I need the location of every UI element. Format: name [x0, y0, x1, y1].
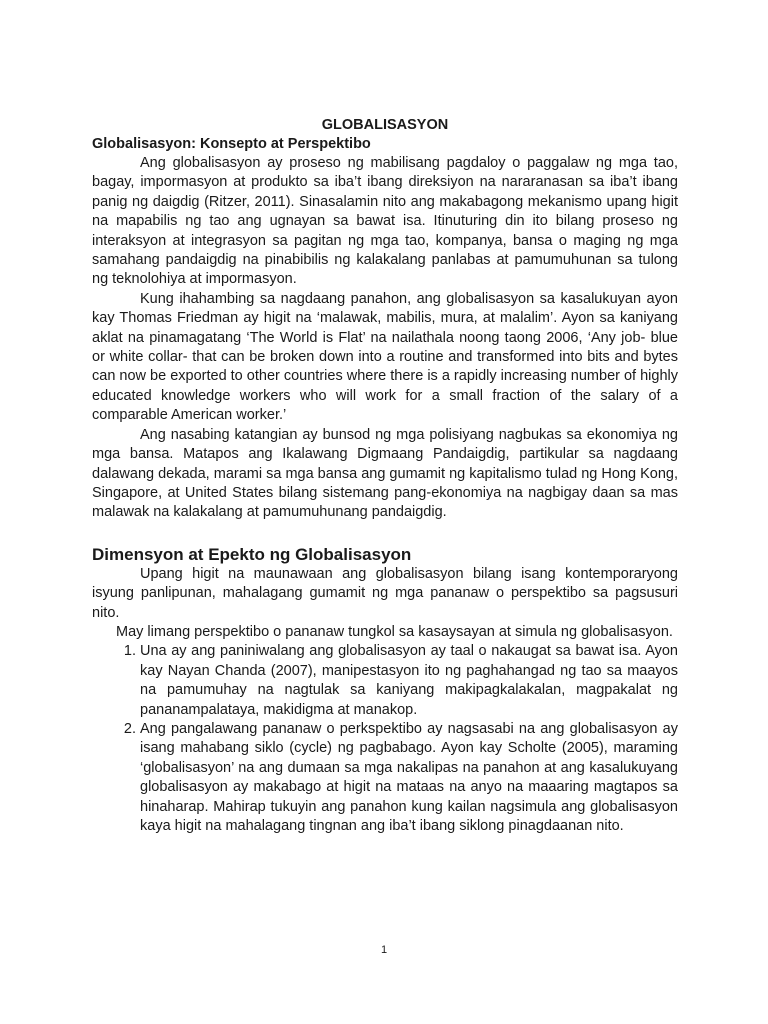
document-subtitle: Globalisasyon: Konsepto at Perspektibo	[92, 136, 371, 152]
list-item: 2. Ang pangalawang pananaw o perkspektibo ay nagsasabi na ang globalisasyon ay isang mahabang siklo (cycle) ng pagbabago. Ayon kay Scholte (2005), maraming ‘globalisasyon’ na ang dumaan sa mga nakalipas na panahon at ang kasalukuyang globalisasyon ay makabago at higit na mataas na anyo na maaaring magtapos sa hinaharap. Mahirap tukuyin ang panahon kung kailan nagsimula ang globalisasyon kaya higit na mahalagang tingnan ang iba’t ibang siklong pinagdaanan nito.	[140, 720, 678, 836]
section-heading: Dimensyon at Epekto ng Globalisasyon	[92, 544, 412, 564]
paragraph-1: Ang globalisasyon ay proseso ng mabilisang pagdaloy o paggalaw ng mga tao, bagay, impormasyon at produkto sa iba’t ibang direksiyon na nararanasan sa iba’t ibang panig ng daigdig (Ritzer, 2011). Sinasalamin nito ang makabagong mekanismo upang higit na mapabilis ng tao ang ugnayan sa bawat isa. Itinuturing din ito bilang proseso ng interaksyon at integrasyon sa pagitan ng mga tao, kompanya, bansa o maging ng mga samahang pandaigdig na pinabibilis ng kalakalang panlabas at pamumuhunan sa tulong ng teknolohiya at impormasyon.	[92, 155, 678, 288]
perspective-list	[92, 642, 678, 836]
page-number: 1	[380, 944, 388, 956]
list-intro: May limang perspektibo o pananaw tungkol sa kasaysayan at simula ng globalisasyon.	[116, 623, 673, 640]
list-item: 1. Una ay ang paniniwalang ang globalisasyon ay taal o nakaugat sa bawat isa. Ayon kay Nayan Chanda (2007), manipestasyon ito ng paghahangad ng tao sa maayos na pamumuhay na nagtulak sa kaniyang makipagkalakalan, magpakalat ng pananampalataya, makidigma at manakop.	[140, 642, 678, 720]
document-title: GLOBALISASYON	[321, 117, 449, 133]
paragraph-3: Ang nasabing katangian ay bunsod ng mga polisiyang nagbukas sa ekonomiya ng mga bansa. Matapos ang Ikalawang Digmaang Pandaigdig, partikular sa nagdaang dalawang dekada, marami sa mga bansa ang gumamit ng kapitalismo tulad ng Hong Kong, Singapore, at United States bilang sistemang pang-ekonomiya na nagbigay daan sa mas malawak na kalakalang at pamumuhunang pandaigdig.	[92, 426, 678, 521]
document-page	[92, 116, 678, 836]
section-intro: Upang higit na maunawaan ang globalisasyon bilang isang kontemporaryong isyung panlipunan, mahalagang gumamit ng mga pananaw o perspektibo sa pagsusuri nito.	[92, 565, 678, 621]
paragraph-2: Kung ihahambing sa nagdaang panahon, ang globalisasyon sa kasalukuyan ayon kay Thomas Friedman ay higit na ‘malawak, mabilis, mura, at malalim’. Ayon sa kaniyang aklat na pinamagatang ‘The World is Flat’ na nailathala noong taong 2006, ‘Any job- blue or white collar- that can be broken down into a routine and transformed into bits and bytes can now be exported to other countries where there is a rapidly increasing number of highly educated knowledge workers who will work for a small fraction of the salary of a comparable American worker.’	[92, 290, 678, 424]
